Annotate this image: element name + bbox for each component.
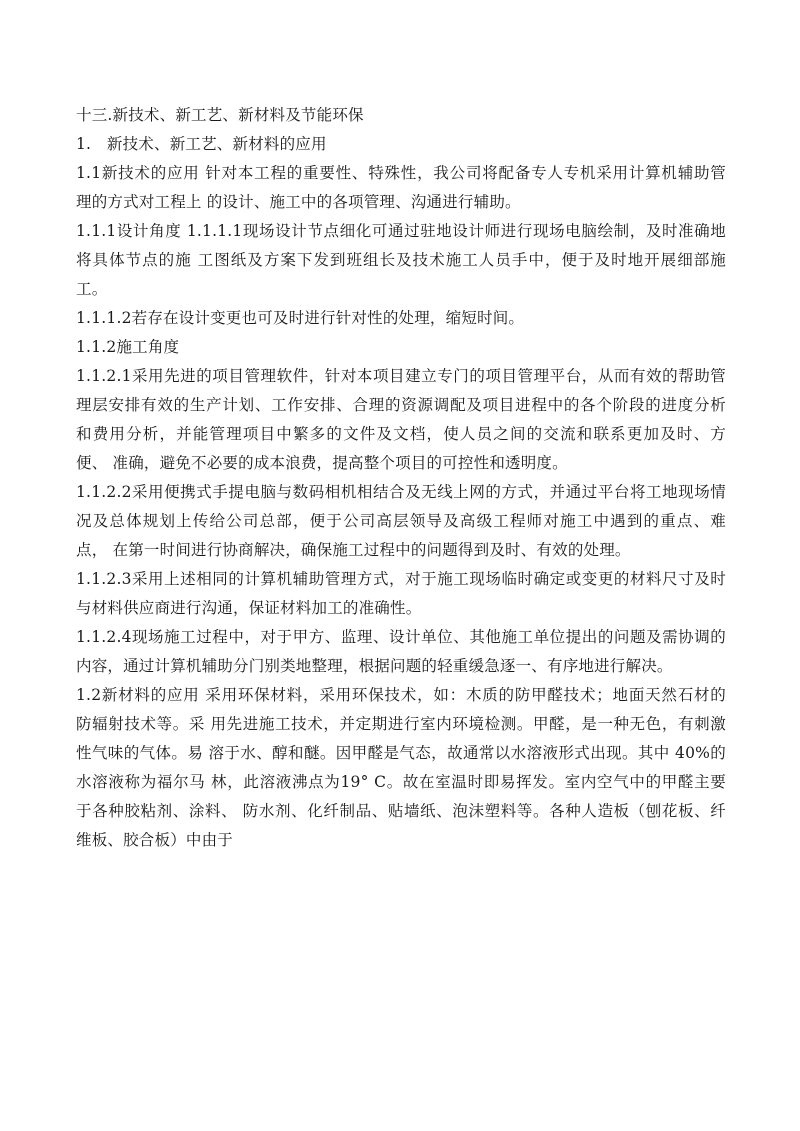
paragraph-line: 况及总体规划上传给公司总部，便于公司高层领导及高级工程师对施工中遇到的重点、难 xyxy=(76,512,726,530)
paragraph-line: 1.1.2.1采用先进的项目管理软件，针对本项目建立专门的项目管理平台，从而有效的帮助管 xyxy=(76,367,726,385)
paragraph-line: 理层安排有效的生产计划、工作安排、合理的资源调配及项目进程中的各个阶段的进度分析 xyxy=(76,396,726,414)
paragraph-line: 1.1.2.3采用上述相同的计算机辅助管理方式，对于施工现场临时确定或变更的材料尺寸及时 xyxy=(76,570,726,588)
paragraph-10 xyxy=(76,681,726,855)
paragraph-line: 将具体节点的施 工图纸及方案下发到班组长及技术施工人员手中，便于及时地开展细部施 xyxy=(76,251,726,269)
paragraph-line: 防辐射技术等。采 用先进施工技术，并定期进行室内环境检测。甲醛，是一种无色，有刺激 xyxy=(76,715,726,733)
section-heading xyxy=(76,101,726,130)
paragraph-line: 和费用分析，并能管理项目中繁多的文件及文档，使人员之间的交流和联系更加及时、方 xyxy=(76,425,726,443)
paragraph-8 xyxy=(76,565,726,623)
document-body xyxy=(76,101,726,855)
paragraph-line: 工。 xyxy=(76,280,108,298)
heading-line: 十三.新技术、新工艺、新材料及节能环保 xyxy=(76,106,364,124)
paragraph-line: 1. 新技术、新工艺、新材料的应用 xyxy=(76,135,327,153)
paragraph-line: 1.1.1设计角度 1.1.1.1现场设计节点细化可通过驻地设计师进行现场电脑绘制，及时准确地 xyxy=(76,222,726,240)
paragraph-line: 维板、胶合板）中由于 xyxy=(76,831,234,849)
paragraph-line: 与材料供应商进行沟通，保证材料加工的准确性。 xyxy=(76,599,422,617)
paragraph-1 xyxy=(76,130,726,159)
paragraph-5 xyxy=(76,333,726,362)
paragraph-7 xyxy=(76,478,726,565)
paragraph-line: 于各种胶粘剂、涂料、 防水剂、化纤制品、贴墙纸、泡沫塑料等。各种人造板（刨花板、纤 xyxy=(76,802,726,820)
paragraph-line: 1.2新材料的应用 采用环保材料，采用环保技术，如：木质的防甲醛技术；地面天然石材的 xyxy=(76,686,726,704)
paragraph-line: 性气味的气体。易 溶于水、醇和醚。因甲醛是气态，故通常以水溶液形式出现。其中 40%的 xyxy=(76,744,726,762)
paragraph-line: 理的方式对工程上 的设计、施工中的各项管理、沟通进行辅助。 xyxy=(76,193,521,211)
paragraph-2 xyxy=(76,159,726,217)
paragraph-line: 1.1.2.4现场施工过程中，对于甲方、监理、设计单位、其他施工单位提出的问题及需协调的 xyxy=(76,628,726,646)
paragraph-4 xyxy=(76,304,726,333)
paragraph-line: 1.1.2.2采用便携式手提电脑与数码相机相结合及无线上网的方式，并通过平台将工地现场情 xyxy=(76,483,726,501)
paragraph-3 xyxy=(76,217,726,304)
paragraph-line: 内容，通过计算机辅助分门别类地整理，根据问题的轻重缓急逐一、有序地进行解决。 xyxy=(76,657,673,675)
paragraph-9 xyxy=(76,623,726,681)
paragraph-line: 1.1新技术的应用 针对本工程的重要性、特殊性，我公司将配备专人专机采用计算机辅助管 xyxy=(76,164,726,182)
paragraph-6 xyxy=(76,362,726,478)
paragraph-line: 水溶液称为福尔马 林，此溶液沸点为19° C。故在室温时即易挥发。室内空气中的甲醛主要 xyxy=(76,773,726,791)
paragraph-line: 1.1.2施工角度 xyxy=(76,338,180,356)
paragraph-line: 便、 准确，避免不必要的成本浪费，提高整个项目的可控性和透明度。 xyxy=(76,454,568,472)
paragraph-line: 点， 在第一时间进行协商解决，确保施工过程中的问题得到及时、有效的处理。 xyxy=(76,541,631,559)
paragraph-line: 1.1.1.2若存在设计变更也可及时进行针对性的处理，缩短时间。 xyxy=(76,309,525,327)
